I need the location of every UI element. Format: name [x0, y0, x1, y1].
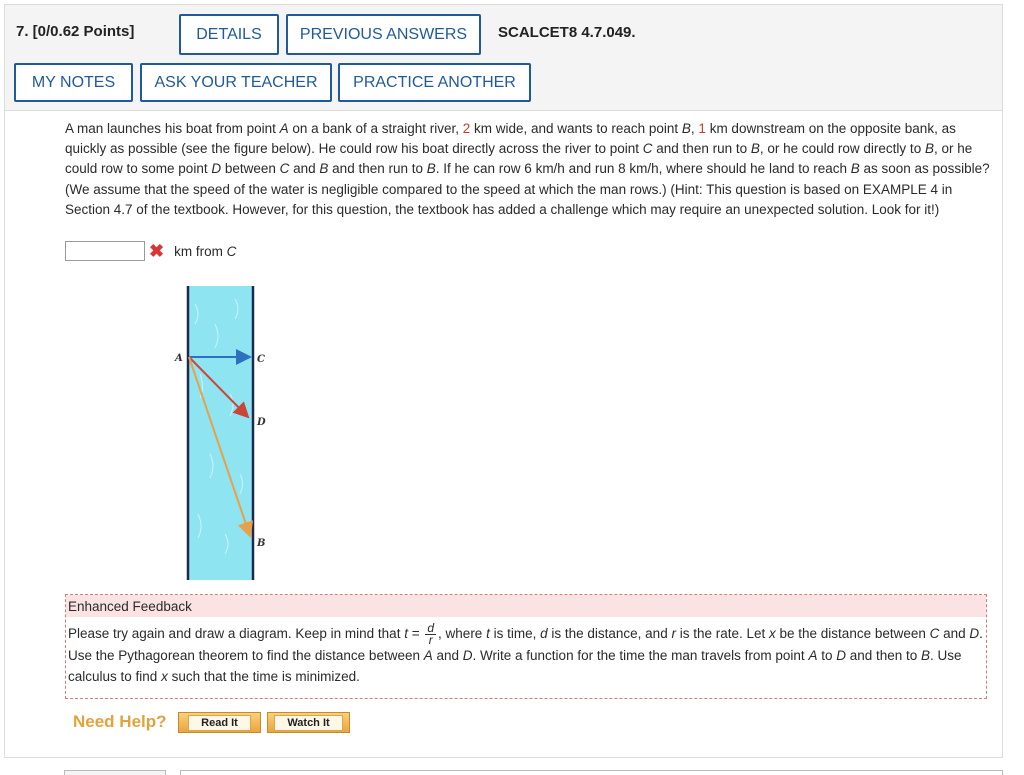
- read-it-label: Read It: [188, 715, 251, 731]
- answer-row: [65, 240, 236, 262]
- next-section-panel: [180, 770, 1003, 775]
- river-water: [188, 286, 253, 580]
- previous-answers-button[interactable]: PREVIOUS ANSWERS: [286, 14, 481, 55]
- label-a: A: [175, 353, 183, 364]
- river-figure: [170, 284, 270, 582]
- feedback-header: [66, 595, 986, 617]
- next-section-tab: [64, 770, 166, 775]
- problem-code: SCALCET8 4.7.049.: [498, 24, 636, 41]
- read-it-button[interactable]: [178, 712, 261, 733]
- question-text: A man launches his boat from point A on a bank of a straight river, 2 km wide, and wants to reach point B, 1 km downstream on the opposite bank, as quickly as possible (see the figure below). He could row his boat directly across the river to point C and then run to B, or he could row directly to B, or he could row to some point D between C and B and then run to B. If he can row 6 km/h and run 8 km/h, where should he land to reach B as soon as possible? (We assume that the speed of the water is negligible compared to the speed at which the man rows.) (Hint: This question is based on EXAMPLE 4 in Section 4.7 of the textbook. However, for this question, the textbook has added a challenge which may require an unexpected solution. Look for it!): [65, 121, 990, 217]
- feedback-text: Please try again and draw a diagram. Keep in mind that t = $\frac{d}{r}$ , where t is time, d is the distance, and r is the rate. Let x be the distance between C and D. Use the Pythagorean theorem to find the distance between A and D. Write a function for the time the man travels from point A to D and then to B. Use calculus to find x such that the time is minimized.: [68, 621, 983, 684]
- answer-input[interactable]: [65, 241, 145, 261]
- details-button[interactable]: DETAILS: [179, 14, 279, 55]
- answer-unit: km from C: [174, 243, 237, 259]
- feedback-title: Enhanced Feedback: [68, 599, 192, 614]
- label-d: D: [257, 417, 266, 428]
- enhanced-feedback: [65, 594, 987, 699]
- my-notes-button[interactable]: MY NOTES: [14, 63, 133, 102]
- need-help-label: Need Help?: [73, 712, 167, 731]
- downstream-value: 1: [698, 121, 706, 136]
- label-b: B: [257, 538, 266, 549]
- label-c: C: [257, 354, 265, 365]
- watch-it-button[interactable]: [267, 712, 350, 733]
- watch-it-label: Watch It: [274, 715, 342, 731]
- incorrect-x-icon: ✖: [149, 241, 165, 261]
- ask-your-teacher-button[interactable]: ASK YOUR TEACHER: [140, 63, 332, 102]
- river-width-value: 2: [462, 121, 471, 136]
- fraction-d-over-r: $\frac{d}{r}$: [427, 621, 435, 647]
- question-number: 7. [0/0.62 Points]: [16, 23, 135, 40]
- practice-another-button[interactable]: PRACTICE ANOTHER: [338, 63, 531, 102]
